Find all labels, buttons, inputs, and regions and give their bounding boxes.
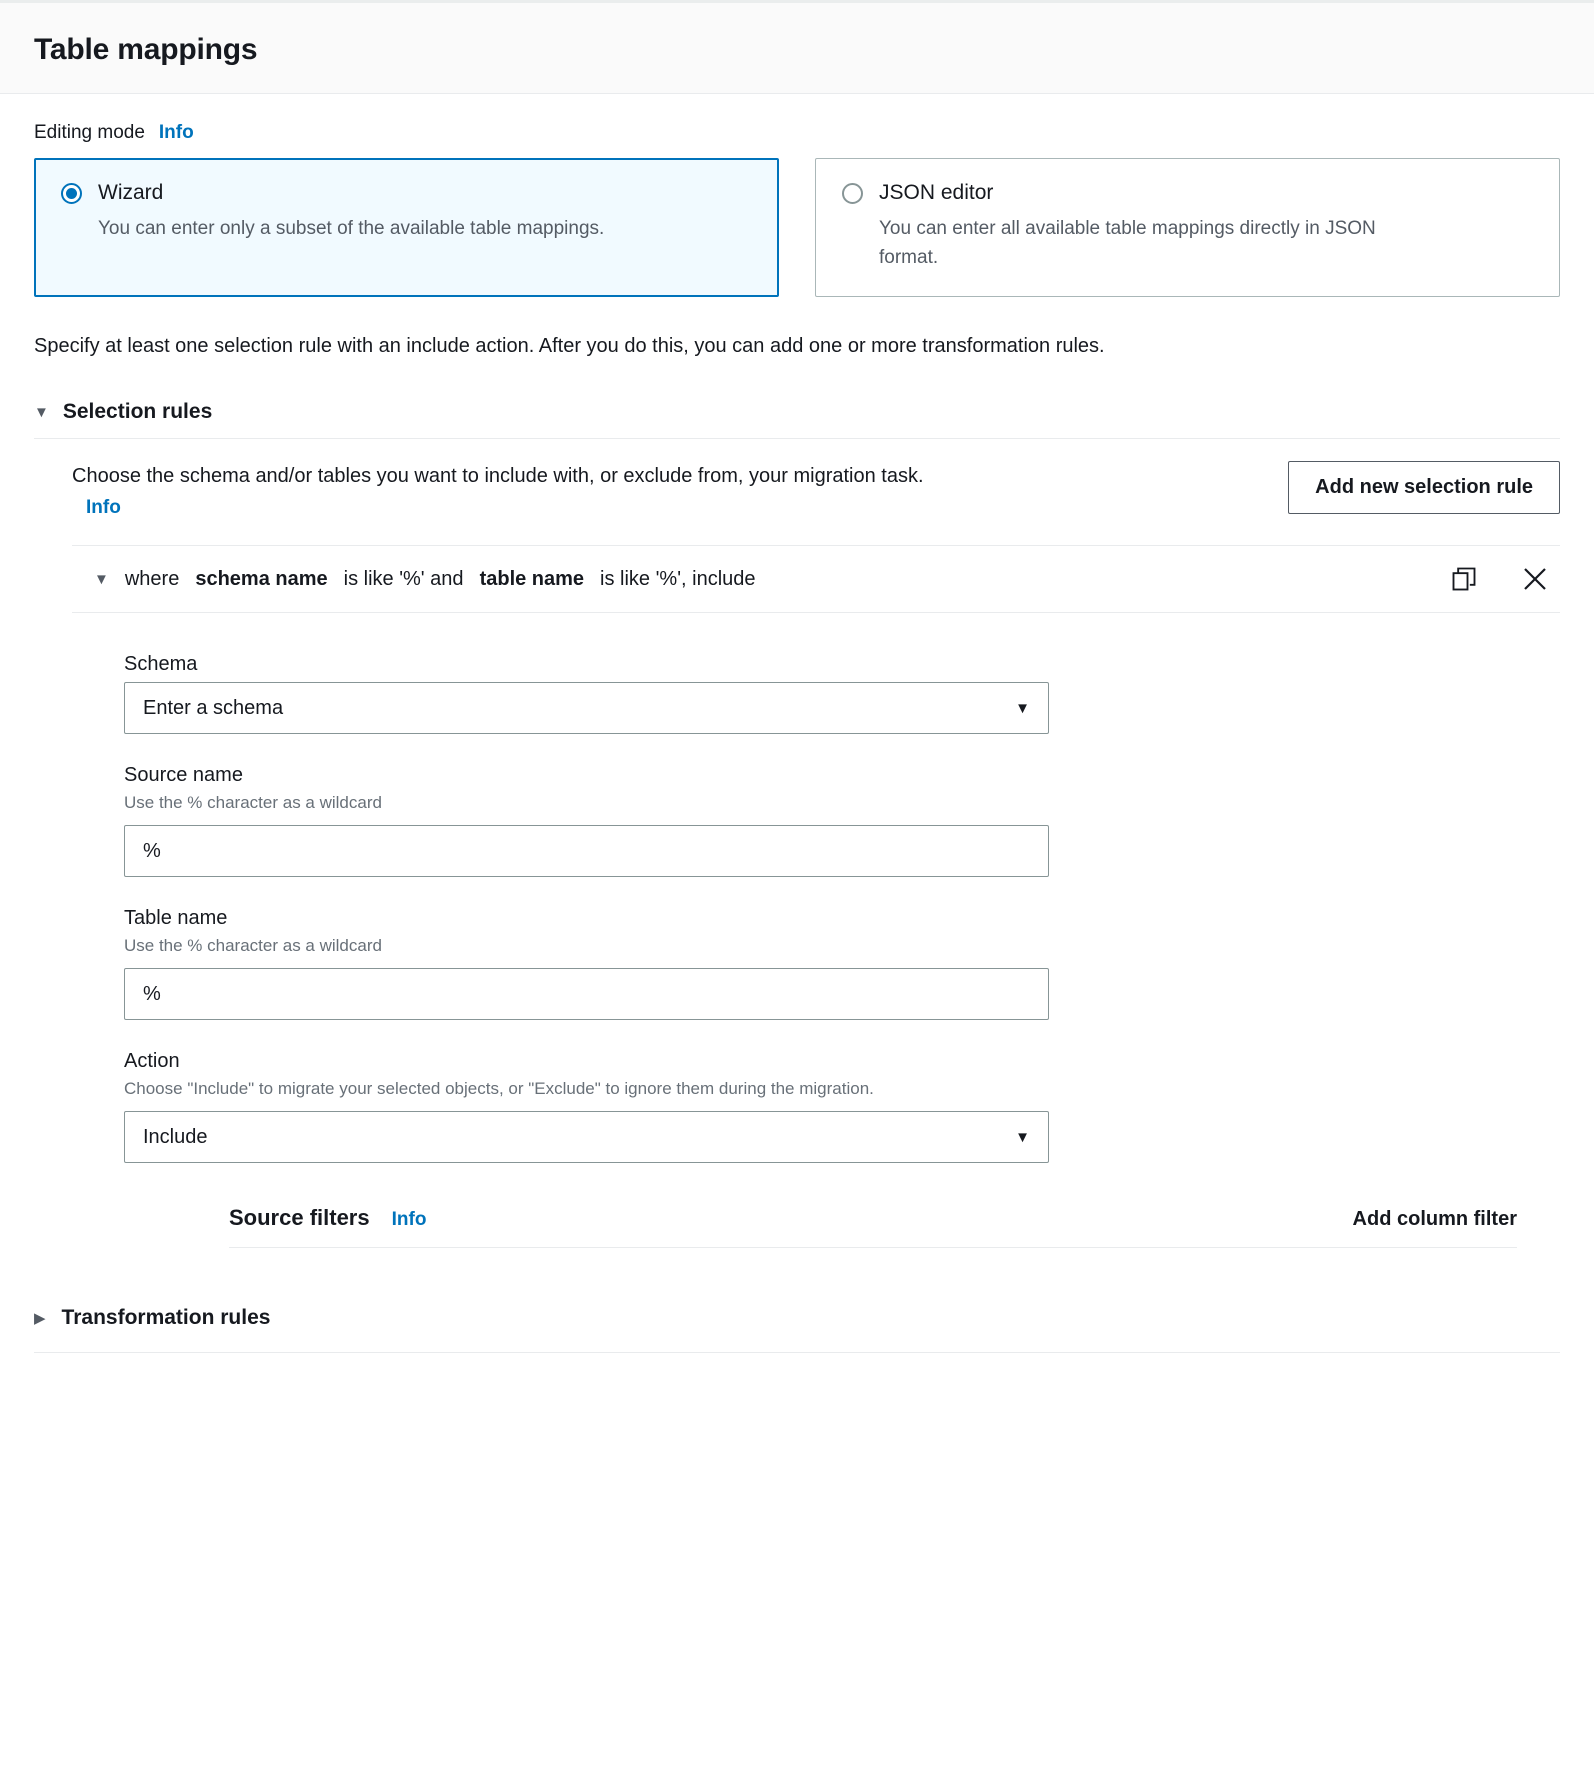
selection-rules-section [34, 400, 1560, 1248]
source-name-field-group [124, 764, 1560, 877]
selection-rules-description-wrap [72, 461, 972, 523]
editing-mode-options [34, 158, 1560, 297]
selection-rule-form [72, 613, 1560, 1248]
radio-json-editor-icon[interactable] [842, 183, 863, 204]
editing-mode-option-wizard-desc: You can enter only a subset of the available table mappings. [98, 218, 605, 239]
editing-mode-option-wizard-title: Wizard [98, 181, 164, 204]
panel-header [0, 3, 1594, 94]
page-title: Table mappings [34, 33, 258, 66]
action-select-value: Include [143, 1125, 208, 1148]
action-select[interactable] [124, 1111, 1049, 1163]
selection-rules-description: Choose the schema and/or tables you want to include with, or exclude from, your migration task. [72, 465, 924, 487]
selection-rules-header[interactable] [34, 400, 1560, 439]
table-name-field-group [124, 907, 1560, 1020]
editing-mode-label: Editing mode [34, 122, 145, 143]
close-icon[interactable] [1520, 564, 1550, 594]
editing-mode-option-wizard-top [61, 181, 752, 205]
editing-mode-option-wizard[interactable] [34, 158, 779, 297]
selection-rule-actions [1450, 564, 1560, 594]
rule-summary-prefix: where [124, 567, 180, 590]
selection-rule-summary [94, 568, 756, 591]
editing-mode-option-json-editor-top [842, 181, 1533, 205]
source-filters-row [229, 1205, 1517, 1248]
rule-summary-mid1: is like '%' and [343, 567, 464, 590]
source-name-label: Source name [124, 764, 243, 786]
editing-mode-info-link[interactable]: Info [158, 122, 194, 143]
add-new-selection-rule-button[interactable]: Add new selection rule [1288, 461, 1560, 514]
copy-icon[interactable] [1450, 565, 1478, 593]
schema-select-value: Enter a schema [143, 696, 284, 719]
intro-text: Specify at least one selection rule with an include action. After you do this, you can add one or more transformation rules. [34, 335, 1105, 357]
radio-wizard-icon[interactable] [61, 183, 82, 204]
schema-field-group [124, 653, 1560, 734]
rule-summary-schema-label: schema name [195, 567, 328, 590]
panel-body [0, 94, 1594, 1393]
source-name-value: % [143, 839, 161, 862]
source-name-help: Use the % character as a wildcard [124, 793, 382, 812]
source-filters-left [229, 1205, 426, 1231]
source-name-input[interactable] [124, 825, 1049, 877]
action-label: Action [124, 1050, 180, 1072]
table-name-input[interactable] [124, 968, 1049, 1020]
action-help: Choose "Include" to migrate your selected objects, or "Exclude" to ignore them during the migration. [124, 1079, 874, 1098]
editing-mode-option-json-editor-desc: You can enter all available table mappings directly in JSON format. [879, 218, 1376, 268]
source-filters-info-link[interactable]: Info [391, 1209, 427, 1230]
chevron-right-icon[interactable]: ▶ [34, 1310, 46, 1327]
selection-rules-title: Selection rules [62, 400, 213, 423]
chevron-down-icon: ▼ [1015, 699, 1030, 717]
schema-select[interactable] [124, 682, 1049, 734]
table-name-help: Use the % character as a wildcard [124, 936, 382, 955]
source-filters-title: Source filters [229, 1205, 370, 1230]
table-name-value: % [143, 982, 161, 1005]
selection-rules-description-row [72, 439, 1560, 546]
editing-mode-option-json-editor[interactable] [815, 158, 1560, 297]
rule-chevron-down-icon[interactable]: ▼ [94, 570, 109, 588]
rule-summary-table-label: table name [479, 567, 585, 590]
selection-rules-body [34, 439, 1560, 1248]
schema-label: Schema [124, 653, 198, 675]
rule-summary-mid2: is like '%', include [600, 567, 756, 590]
editing-mode-option-json-editor-title: JSON editor [879, 181, 994, 204]
action-field-group [124, 1050, 1560, 1163]
editing-mode-label-row [34, 122, 1560, 144]
transformation-rules-section[interactable] [34, 1306, 1560, 1353]
chevron-down-icon[interactable]: ▼ [34, 403, 49, 421]
selection-rules-info-link[interactable]: Info [86, 497, 121, 518]
chevron-down-icon: ▼ [1015, 1128, 1030, 1146]
bottom-spacer [34, 1353, 1560, 1393]
selection-rule-summary-row [72, 546, 1560, 613]
transformation-rules-title: Transformation rules [61, 1306, 271, 1329]
add-column-filter-button[interactable]: Add column filter [1352, 1208, 1517, 1230]
table-name-label: Table name [124, 907, 228, 929]
